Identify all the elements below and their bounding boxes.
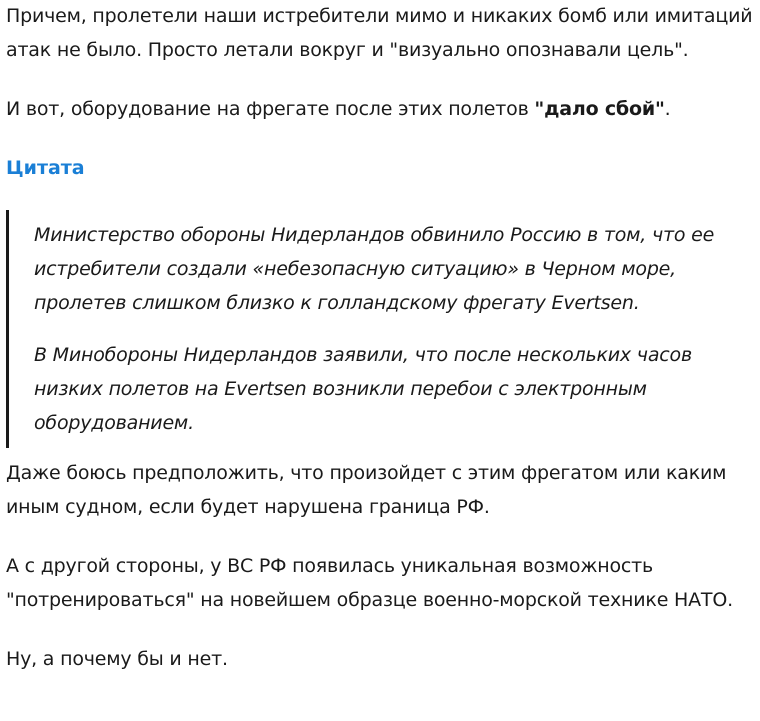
paragraph: Даже боюсь предположить, что произойдет с этим фрегатом или каким иным судном, если будет нарушена граница РФ. (6, 462, 727, 518)
paragraph: А с другой стороны, у ВС РФ появилась уникальная возможность "потренироваться" на новейшем образце военно-морской технике НАТО. (6, 555, 733, 611)
blockquote (6, 210, 754, 448)
paragraph: Ну, а почему бы и нет. (6, 648, 228, 670)
bold-text: "дало сбой" (534, 98, 665, 120)
quote-link[interactable]: Цитата (6, 157, 85, 179)
paragraph-text: . (664, 98, 671, 120)
quote-paragraph: В Минобороны Нидерландов заявили, что после нескольких часов низких полетов на Evertsen возникли перебои с электронным оборудованием. (34, 344, 692, 434)
quote-paragraph: Министерство обороны Нидерландов обвинило Россию в том, что ее истребители создали «небезопасную ситуацию» в Черном море, пролетев слишком близко к голландскому фрегату Evertsen. (34, 224, 715, 314)
paragraph-text: И вот, оборудование на фрегате после этих полетов (6, 98, 535, 120)
paragraph: Причем, пролетели наши истребители мимо и никаких бомб или имитаций атак не было. Просто летали вокруг и "визуально опознавали цель". (6, 5, 753, 61)
article-body (6, 0, 754, 676)
paragraph (6, 92, 754, 126)
